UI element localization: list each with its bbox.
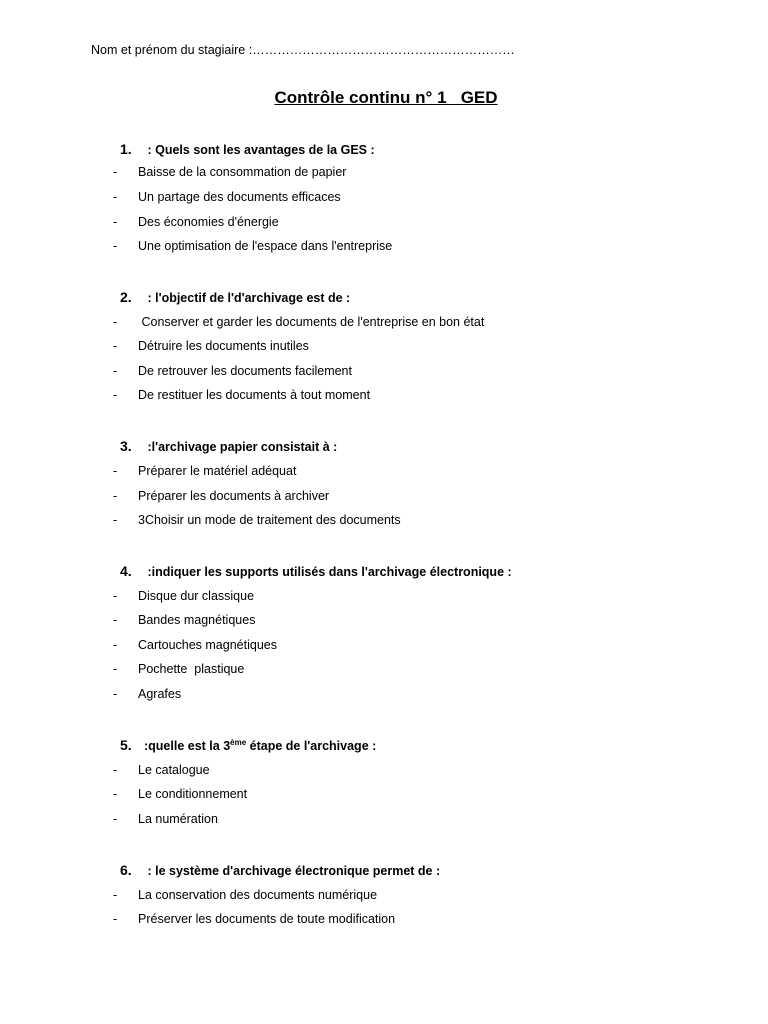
answer-text: Conserver et garder les documents de l'entreprise en bon état bbox=[138, 315, 485, 329]
question-6 bbox=[120, 862, 440, 878]
answer-item bbox=[113, 364, 352, 378]
answer-item bbox=[113, 190, 341, 204]
list-dash: - bbox=[113, 912, 118, 926]
question-text: :quelle est la 3 bbox=[144, 739, 231, 753]
question-text: : l'objectif de l'd'archivage est de : bbox=[147, 291, 351, 305]
list-dash: - bbox=[113, 687, 118, 701]
question-text-end: étape de l'archivage : bbox=[246, 739, 377, 753]
answer-item bbox=[113, 165, 346, 179]
list-dash: - bbox=[113, 613, 118, 627]
answer-text: Le catalogue bbox=[138, 763, 210, 777]
answer-item bbox=[113, 763, 210, 777]
answer-text: Le conditionnement bbox=[138, 787, 248, 801]
list-dash: - bbox=[113, 489, 118, 503]
list-dash: - bbox=[113, 787, 118, 801]
question-2 bbox=[120, 289, 350, 305]
answer-item bbox=[113, 315, 484, 329]
answer-text: Des économies d'énergie bbox=[138, 215, 279, 229]
question-number: 2. bbox=[120, 289, 132, 305]
list-dash: - bbox=[113, 589, 118, 603]
answer-text: Baisse de la consommation de papier bbox=[138, 165, 347, 179]
answer-text: De retrouver les documents facilement bbox=[138, 364, 352, 378]
answer-item bbox=[113, 513, 401, 527]
answer-item bbox=[113, 215, 279, 229]
question-number: 1. bbox=[120, 141, 132, 157]
page-title: Contrôle continu n° 1 GED bbox=[274, 88, 498, 107]
list-dash: - bbox=[113, 190, 118, 204]
answer-text: Bandes magnétiques bbox=[138, 613, 256, 627]
answer-text: Disque dur classique bbox=[138, 589, 255, 603]
question-3 bbox=[120, 438, 337, 454]
answer-text: La conservation des documents numérique bbox=[138, 888, 378, 902]
answer-text: La numération bbox=[138, 812, 218, 826]
answer-text: Cartouches magnétiques bbox=[138, 638, 277, 652]
list-dash: - bbox=[113, 638, 118, 652]
answer-item bbox=[113, 464, 296, 478]
answer-item bbox=[113, 339, 309, 353]
answer-text: Préserver les documents de toute modification bbox=[138, 912, 396, 926]
answer-item bbox=[113, 812, 218, 826]
list-dash: - bbox=[113, 662, 118, 676]
answer-text: Agrafes bbox=[138, 687, 182, 701]
question-5 bbox=[120, 737, 376, 753]
answer-item bbox=[113, 912, 395, 926]
list-dash: - bbox=[113, 215, 118, 229]
list-dash: - bbox=[113, 388, 118, 402]
question-4 bbox=[120, 563, 512, 579]
list-dash: - bbox=[113, 315, 118, 329]
answer-item bbox=[113, 388, 370, 402]
answer-text: Une optimisation de l'espace dans l'entreprise bbox=[138, 239, 393, 253]
list-dash: - bbox=[113, 513, 118, 527]
question-number: 4. bbox=[120, 563, 132, 579]
list-dash: - bbox=[113, 763, 118, 777]
list-dash: - bbox=[113, 812, 118, 826]
superscript-ordinal: ème bbox=[230, 737, 247, 747]
question-number: 5. bbox=[120, 737, 132, 753]
answer-text: Détruire les documents inutiles bbox=[138, 339, 309, 353]
answer-text: De restituer les documents à tout moment bbox=[138, 388, 371, 402]
answer-text: Pochette plastique bbox=[138, 662, 245, 676]
list-dash: - bbox=[113, 888, 118, 902]
answer-text: 3Choisir un mode de traitement des documents bbox=[138, 513, 401, 527]
answer-item bbox=[113, 662, 244, 676]
answer-item bbox=[113, 613, 255, 627]
answer-text: Un partage des documents efficaces bbox=[138, 190, 341, 204]
question-text: : Quels sont les avantages de la GES : bbox=[147, 143, 375, 157]
answer-item bbox=[113, 787, 247, 801]
answer-item bbox=[113, 638, 277, 652]
answer-item bbox=[113, 888, 377, 902]
question-number: 3. bbox=[120, 438, 132, 454]
list-dash: - bbox=[113, 364, 118, 378]
question-text: :l'archivage papier consistait à : bbox=[147, 440, 338, 454]
answer-item bbox=[113, 687, 181, 701]
question-text: : le système d'archivage électronique permet de : bbox=[147, 864, 441, 878]
answer-item bbox=[113, 589, 254, 603]
list-dash: - bbox=[113, 165, 118, 179]
answer-item bbox=[113, 489, 329, 503]
list-dash: - bbox=[113, 464, 118, 478]
answer-text: Préparer le matériel adéquat bbox=[138, 464, 297, 478]
question-number: 6. bbox=[120, 862, 132, 878]
answer-text: Préparer les documents à archiver bbox=[138, 489, 330, 503]
trainee-name-line: Nom et prénom du stagiaire :……………………………………………………… bbox=[91, 43, 515, 57]
question-text: :indiquer les supports utilisés dans l'archivage électronique : bbox=[147, 565, 512, 579]
list-dash: - bbox=[113, 239, 118, 253]
question-1 bbox=[120, 141, 375, 157]
answer-item bbox=[113, 239, 392, 253]
list-dash: - bbox=[113, 339, 118, 353]
